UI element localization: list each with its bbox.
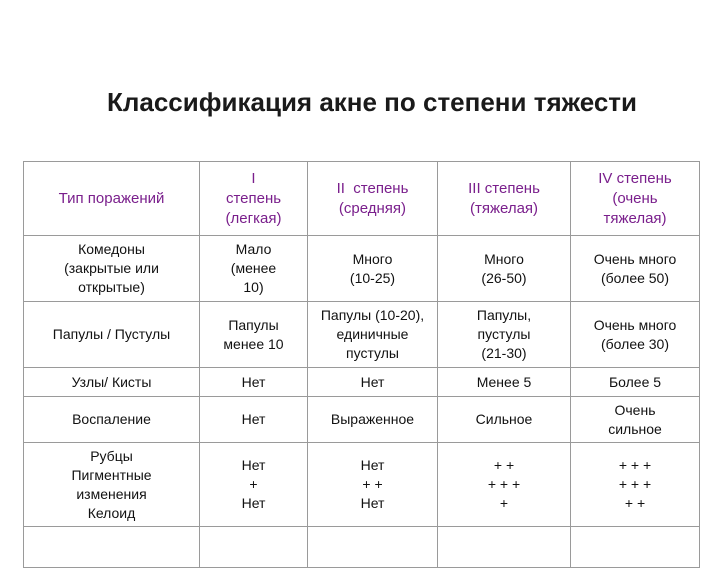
table-cell: Выраженное <box>308 397 438 443</box>
table-cell: Мало (менее 10) <box>200 236 308 302</box>
row-label-inflammation: Воспаление <box>24 397 200 443</box>
header-lesion-type: Тип поражений <box>24 162 200 236</box>
row-label-nodules-cysts: Узлы/ Кисты <box>24 368 200 397</box>
header-grade-1: I степень (легкая) <box>200 162 308 236</box>
table-cell: Нет + Нет <box>200 443 308 527</box>
row-label-scars: Рубцы Пигментные изменения Келоид <box>24 443 200 527</box>
header-grade-3: III степень (тяжелая) <box>438 162 571 236</box>
table-cell <box>200 527 308 568</box>
table-row <box>24 368 700 397</box>
table-cell <box>308 527 438 568</box>
table-cell: Нет <box>200 397 308 443</box>
table-cell: Более 5 <box>571 368 700 397</box>
table-cell: Нет <box>308 368 438 397</box>
table-cell: + + + + + + <box>438 443 571 527</box>
table-cell <box>571 527 700 568</box>
table-row <box>24 302 700 368</box>
table-cell: + + + + + + + + <box>571 443 700 527</box>
table-cell: Очень много (более 30) <box>571 302 700 368</box>
table-row <box>24 397 700 443</box>
table-row <box>24 443 700 527</box>
acne-classification-table <box>23 161 700 568</box>
table-cell: Папулы, пустулы (21-30) <box>438 302 571 368</box>
table-cell: Папулы менее 10 <box>200 302 308 368</box>
slide-title: Классификация акне по степени тяжести <box>107 87 638 117</box>
table-cell: Сильное <box>438 397 571 443</box>
table-cell <box>24 527 200 568</box>
row-label-comedones: Комедоны (закрытые или открытые) <box>24 236 200 302</box>
row-label-papules-pustules: Папулы / Пустулы <box>24 302 200 368</box>
header-grade-2: II степень (средняя) <box>308 162 438 236</box>
table-cell: Очень много (более 50) <box>571 236 700 302</box>
table-cell: Много (26-50) <box>438 236 571 302</box>
table-cell <box>438 527 571 568</box>
table-header-row <box>24 162 700 236</box>
table-cell: Очень сильное <box>571 397 700 443</box>
table-row <box>24 236 700 302</box>
table-cell: Много (10-25) <box>308 236 438 302</box>
table-row-cut-off <box>24 527 700 568</box>
table-cell: Папулы (10-20), единичные пустулы <box>308 302 438 368</box>
table-cell: Менее 5 <box>438 368 571 397</box>
table-cell: Нет <box>200 368 308 397</box>
table-cell: Нет + + Нет <box>308 443 438 527</box>
header-grade-4: IV степень (очень тяжелая) <box>571 162 700 236</box>
